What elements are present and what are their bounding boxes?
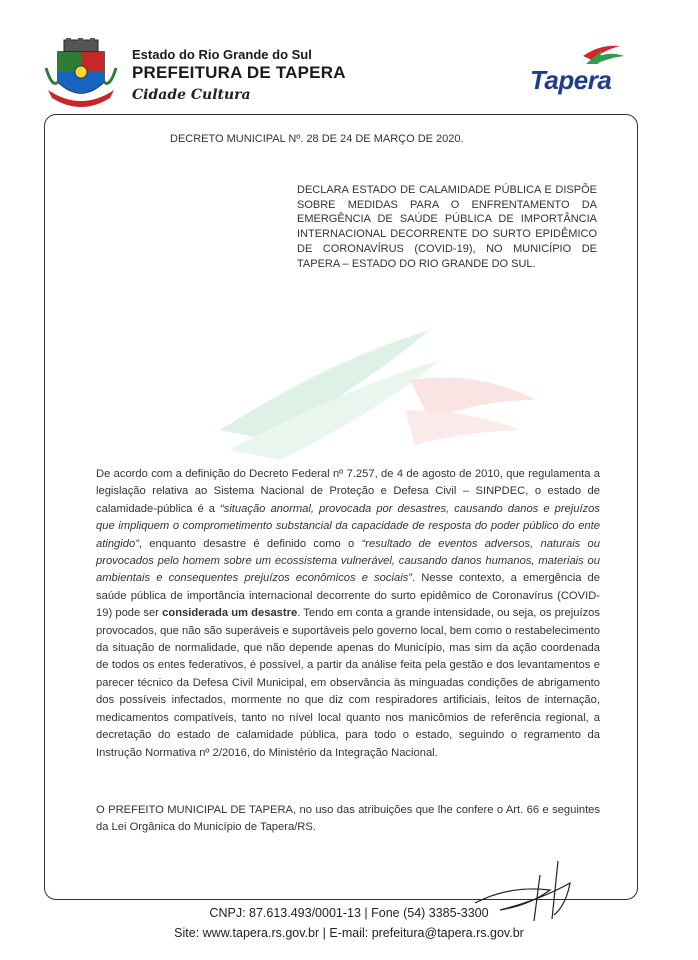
preamble-paragraph xyxy=(96,466,600,762)
quote-disaster: “resultado de eventos adversos, naturais ou provocados pelo homem sobre um ecossistema vulnerável, causando danos humanos, materiais ou ambientais e consequentes prejuízos econômicos e sociais” xyxy=(96,537,600,585)
city-motto: Cidade Cultura xyxy=(132,87,251,103)
decree-authority xyxy=(96,802,600,837)
authority-paragraph: O PREFEITO MUNICIPAL DE TAPERA, no uso das atribuições que lhe confere o Art. 66 e seguintes da Lei Orgânica do Município de Tapera/RS. xyxy=(96,804,600,834)
municipal-crest-icon xyxy=(44,38,118,110)
quote-calamity: “situação anormal, provocada por desastres, causando danos e prejuízos que impliquem o comprometimento substancial da capacidade de resposta do poder público do ente atingido” xyxy=(96,502,600,550)
letterhead xyxy=(0,0,698,110)
footer-web-line: Site: www.tapera.rs.gov.br | E-mail: prefeitura@tapera.rs.gov.br xyxy=(174,926,524,940)
state-name: Estado do Rio Grande do Sul xyxy=(132,47,312,62)
text-segment: , enquanto desastre é definido como o xyxy=(138,537,362,550)
emphasis-disaster: considerada um desastre xyxy=(162,607,298,620)
text-segment: De acordo com a definição do Decreto Federal nº 7.257, de 4 de agosto de 2010, que regulamenta a legislação relativa ao Sistema Nacional de Proteção e Defesa Civil – SINPDEC, o estado de calamidade-pública é a xyxy=(96,468,600,515)
text-segment: . Nesse contexto, a emergência de saúde pública de importância internacional decorrente do surto epidêmico de Coronavírus (COVID-19) pode ser xyxy=(96,572,601,620)
text-segment: . Tendo em conta a grande intensidade, ou seja, os prejuízos provocados, que não são superáveis e suportáveis pelo governo local, bem como o restabelecimento da situação de normalidade, que não depende apenas do Município, mas sim da ação coordenada de todos os entes federativos, é possível, a partir da análise feita pela gestão e dos levantamentos e parecer técnico da Defesa Civil Municipal, em observância às minguadas condições de abrigamento dos possíveis infectados, mormente no que diz com respiradores artificiais, leitos de internação, medicamentos compatíveis, tanto no nível local quanto nos manicômios de referência regional, a decretação do estado de calamidade pública, para todo o estado, seguindo o regramento da Instrução Normativa nº 2/2016, do Ministério da Integração Nacional. xyxy=(96,607,600,759)
decree-preamble xyxy=(96,466,600,762)
decree-summary: DECLARA ESTADO DE CALAMIDADE PÚBLICA E DISPÕE SOBRE MEDIDAS PARA O ENFRENTAMENTO DA EMERGÊNCIA DE SAÚDE PÚBLICA DE IMPORTÂNCIA INTERNACIONAL DECORRENTE DO SURTO EPIDÊMICO DE CORONAVÍRUS (COVID-19), NO MUNICÍPIO DE TAPERA – ESTADO DO RIO GRANDE DO SUL. xyxy=(297,184,597,270)
tapera-logo-text: Tapera xyxy=(530,65,612,95)
decree-title: DECRETO MUNICIPAL Nº. 28 DE 24 DE MARÇO DE 2020. xyxy=(170,133,464,145)
footer-contact-line: CNPJ: 87.613.493/0001-13 | Fone (54) 3385-3300 xyxy=(209,906,489,920)
prefecture-name: PREFEITURA DE TAPERA xyxy=(132,63,346,82)
watermark-logo-icon xyxy=(210,320,540,470)
